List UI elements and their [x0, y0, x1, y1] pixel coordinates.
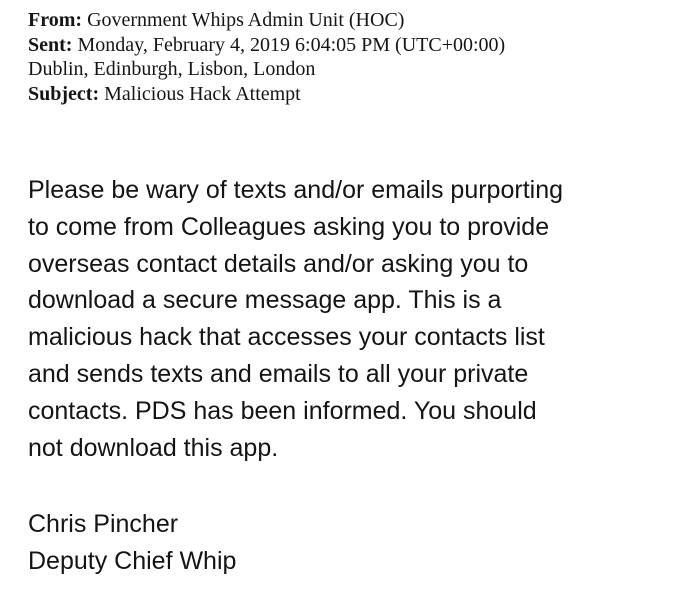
subject-label: Subject: [28, 82, 100, 105]
body-line: to come from Colleagues asking you to provide [28, 212, 550, 241]
subject-line [28, 82, 678, 107]
signature-name: Chris Pincher [28, 510, 179, 538]
signature-title: Deputy Chief Whip [28, 546, 237, 575]
body-line: not download this app. [28, 433, 279, 462]
sent-line [28, 33, 678, 58]
body-line: malicious hack that accesses your contacts list [28, 323, 545, 352]
sent-value: Monday, February 4, 2019 6:04:05 PM (UTC+00:00) [77, 33, 506, 56]
from-line [28, 8, 678, 33]
from-label: From: [28, 9, 83, 31]
body-line: and sends texts and emails to all your private [28, 359, 529, 388]
sent-timezone-line [28, 57, 678, 82]
email-body [28, 172, 693, 466]
body-line: contacts. PDS has been informed. You should [28, 396, 537, 425]
from-value: Government Whips Admin Unit (HOC) [87, 9, 405, 31]
body-line: overseas contact details and/or asking you to [28, 249, 529, 278]
body-line: Please be wary of texts and/or emails purporting [28, 176, 563, 204]
sent-timezone: Dublin, Edinburgh, Lisbon, London [28, 58, 316, 80]
sent-label: Sent: [28, 33, 73, 56]
subject-value: Malicious Hack Attempt [104, 82, 301, 105]
signature-block [28, 506, 236, 580]
email-header [28, 8, 678, 106]
body-line: download a secure message app. This is a [28, 286, 502, 315]
